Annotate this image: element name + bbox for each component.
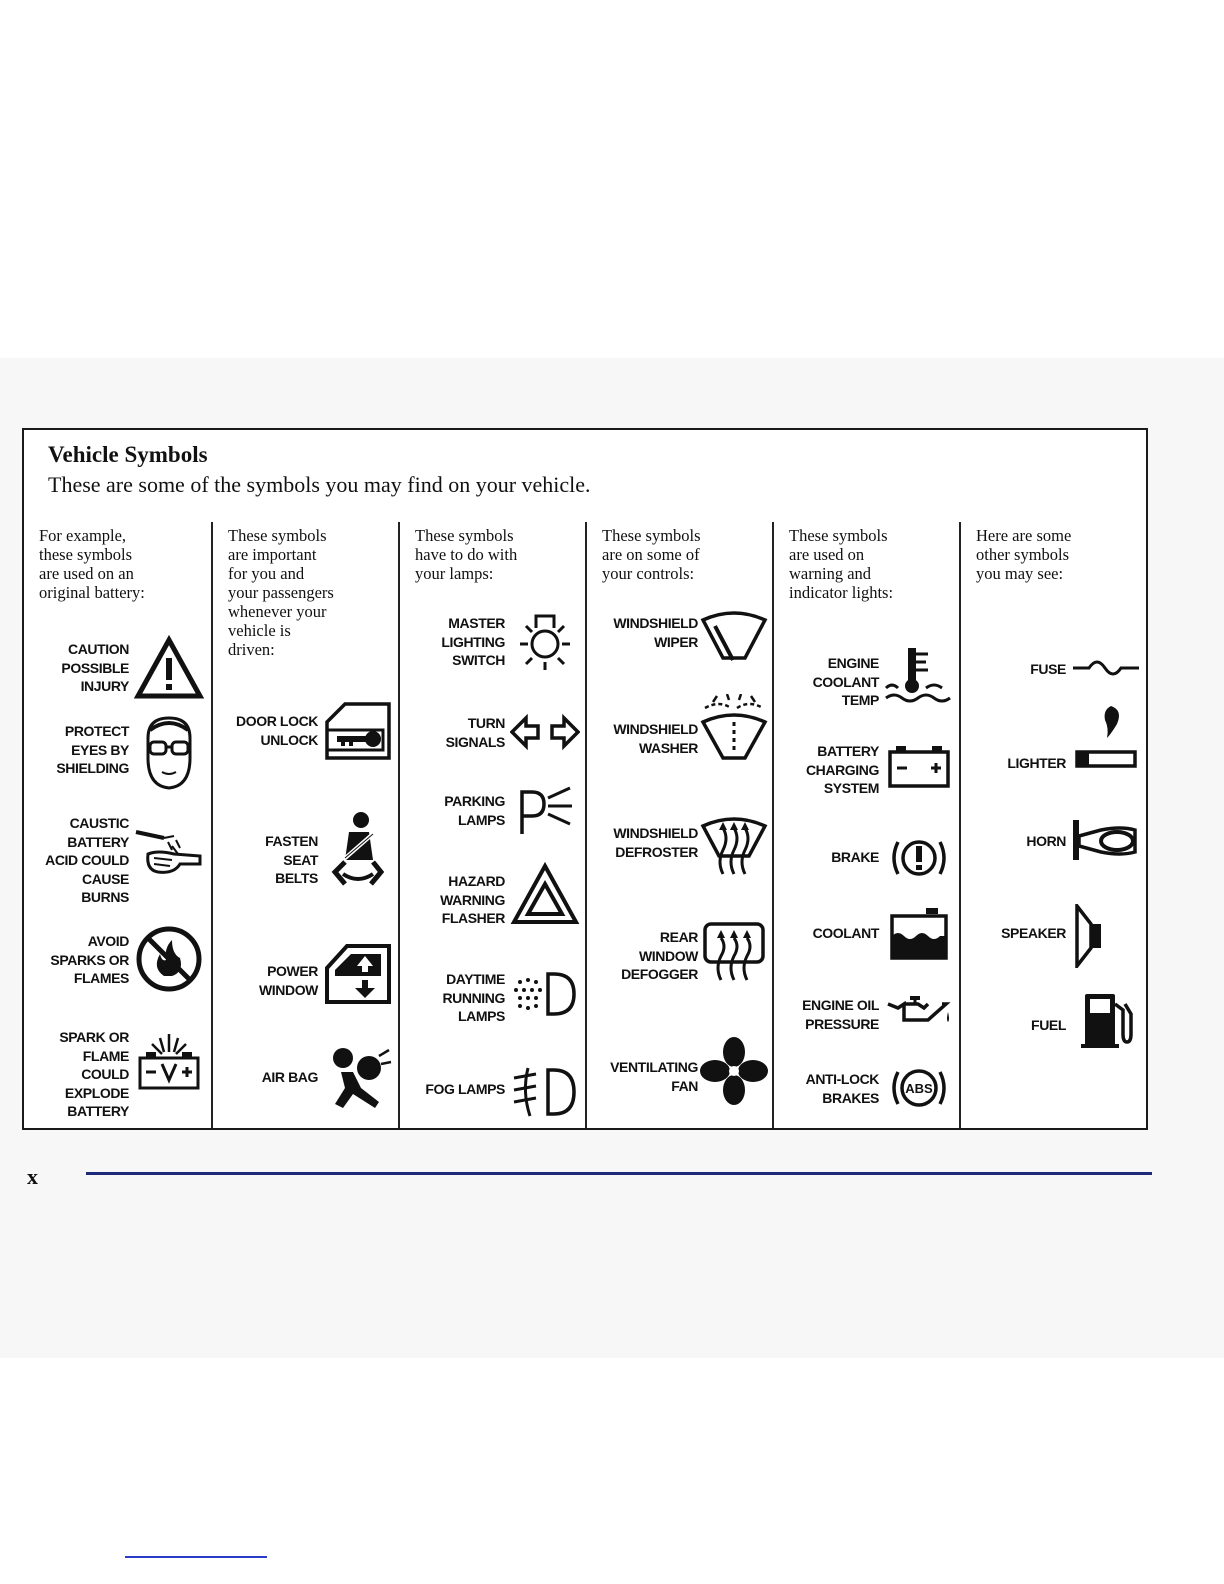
column-warning-lights bbox=[772, 522, 959, 1128]
fan-icon bbox=[699, 1036, 769, 1106]
symbol-label: LIGHTER bbox=[1007, 755, 1066, 771]
fuse-icon bbox=[1071, 652, 1141, 684]
symbol-label: DOOR LOCK UNLOCK bbox=[236, 713, 318, 748]
horn-icon bbox=[1071, 816, 1141, 866]
symbol-label: HORN bbox=[1026, 833, 1066, 849]
page-subtitle: These are some of the symbols you may find on your vehicle. bbox=[48, 472, 591, 497]
column-battery bbox=[24, 522, 211, 1128]
column-intro: These symbols are important for you and your passengers whenever your vehicle is driven: bbox=[228, 526, 334, 659]
coolant-level-icon bbox=[884, 904, 954, 964]
no-flames-icon bbox=[134, 924, 204, 994]
column-controls bbox=[585, 522, 772, 1128]
symbol-label: TURN SIGNALS bbox=[445, 715, 505, 750]
lighter-icon bbox=[1071, 702, 1141, 774]
wiper-icon bbox=[699, 606, 769, 666]
symbol-label: FASTEN SEAT BELTS bbox=[265, 833, 318, 886]
washer-icon bbox=[699, 694, 769, 766]
symbol-label: BRAKE bbox=[831, 849, 879, 865]
caution-triangle-icon bbox=[134, 634, 204, 704]
parking-lamps-icon bbox=[510, 782, 580, 838]
exploding-battery-icon bbox=[134, 1032, 204, 1102]
door-lock-icon bbox=[323, 700, 393, 764]
seat-belt-icon bbox=[323, 810, 393, 890]
symbol-label: COOLANT bbox=[812, 925, 879, 941]
turn-signals-icon bbox=[510, 710, 580, 754]
column-intro: These symbols have to do with your lamps: bbox=[415, 526, 518, 583]
symbol-label: PARKING LAMPS bbox=[444, 793, 505, 828]
daytime-lamps-icon bbox=[510, 968, 580, 1024]
footer-link-underline bbox=[125, 1556, 267, 1558]
defroster-icon bbox=[699, 814, 769, 878]
column-lamps bbox=[398, 522, 585, 1128]
symbol-label: CAUSTIC BATTERY ACID COULD CAUSE BURNS bbox=[45, 815, 129, 905]
vehicle-symbols-panel bbox=[22, 428, 1148, 1130]
column-passengers bbox=[211, 522, 398, 1128]
column-intro: Here are some other symbols you may see: bbox=[976, 526, 1072, 583]
acid-hand-icon bbox=[134, 824, 204, 884]
symbol-label: CAUTION POSSIBLE INJURY bbox=[61, 641, 129, 694]
oil-can-icon bbox=[884, 990, 954, 1034]
power-window-icon bbox=[323, 942, 393, 1006]
abs-icon-text: ABS bbox=[905, 1081, 933, 1096]
hazard-triangle-icon bbox=[510, 862, 580, 926]
symbol-label: FUSE bbox=[1030, 661, 1066, 677]
symbol-label: VENTILATING FAN bbox=[610, 1059, 698, 1094]
symbol-label: DAYTIME RUNNING LAMPS bbox=[442, 971, 505, 1024]
coolant-temp-icon bbox=[884, 644, 954, 708]
brake-warning-icon bbox=[884, 834, 954, 882]
fog-lamps-icon bbox=[510, 1064, 580, 1120]
symbol-label: HAZARD WARNING FLASHER bbox=[440, 873, 505, 926]
symbol-label: POWER WINDOW bbox=[258, 963, 318, 998]
symbol-label: AVOID SPARKS OR FLAMES bbox=[50, 933, 129, 986]
column-other bbox=[959, 522, 1146, 1128]
column-intro: These symbols are on some of your controls: bbox=[602, 526, 701, 583]
symbol-label: FUEL bbox=[1031, 1017, 1066, 1033]
rear-defogger-icon bbox=[699, 920, 769, 984]
fuel-pump-icon bbox=[1071, 990, 1141, 1050]
symbol-label: MASTER LIGHTING SWITCH bbox=[441, 615, 505, 668]
symbol-label: SPEAKER bbox=[1001, 925, 1066, 941]
face-goggles-icon bbox=[134, 712, 204, 792]
symbol-label: WINDSHIELD DEFROSTER bbox=[613, 825, 698, 860]
page-title: Vehicle Symbols bbox=[48, 442, 208, 467]
symbol-label: FOG LAMPS bbox=[425, 1081, 505, 1097]
air-bag-icon bbox=[323, 1042, 393, 1112]
speaker-icon bbox=[1073, 904, 1113, 968]
page-number: x bbox=[27, 1164, 38, 1189]
lighting-switch-icon bbox=[510, 608, 580, 678]
symbol-label: BATTERY CHARGING SYSTEM bbox=[805, 743, 879, 796]
symbol-label: ENGINE COOLANT TEMP bbox=[812, 655, 879, 708]
symbol-label: AIR BAG bbox=[261, 1069, 318, 1085]
symbol-label: ANTI-LOCK BRAKES bbox=[805, 1071, 879, 1106]
symbol-label: ENGINE OIL PRESSURE bbox=[802, 997, 879, 1032]
column-intro: These symbols are used on warning and indicator lights: bbox=[789, 526, 894, 602]
column-intro: For example, these symbols are used on an original battery: bbox=[39, 526, 145, 602]
abs-icon bbox=[884, 1064, 954, 1112]
symbol-label: WINDSHIELD WIPER bbox=[613, 615, 698, 650]
symbol-label: PROTECT EYES BY SHIELDING bbox=[56, 723, 129, 776]
symbol-label: REAR WINDOW DEFOGGER bbox=[621, 929, 698, 982]
symbol-label: SPARK OR FLAME COULD EXPLODE BATTERY bbox=[59, 1029, 129, 1119]
battery-icon bbox=[884, 742, 954, 790]
symbol-label: WINDSHIELD WASHER bbox=[613, 721, 698, 756]
footer-rule bbox=[86, 1172, 1152, 1175]
